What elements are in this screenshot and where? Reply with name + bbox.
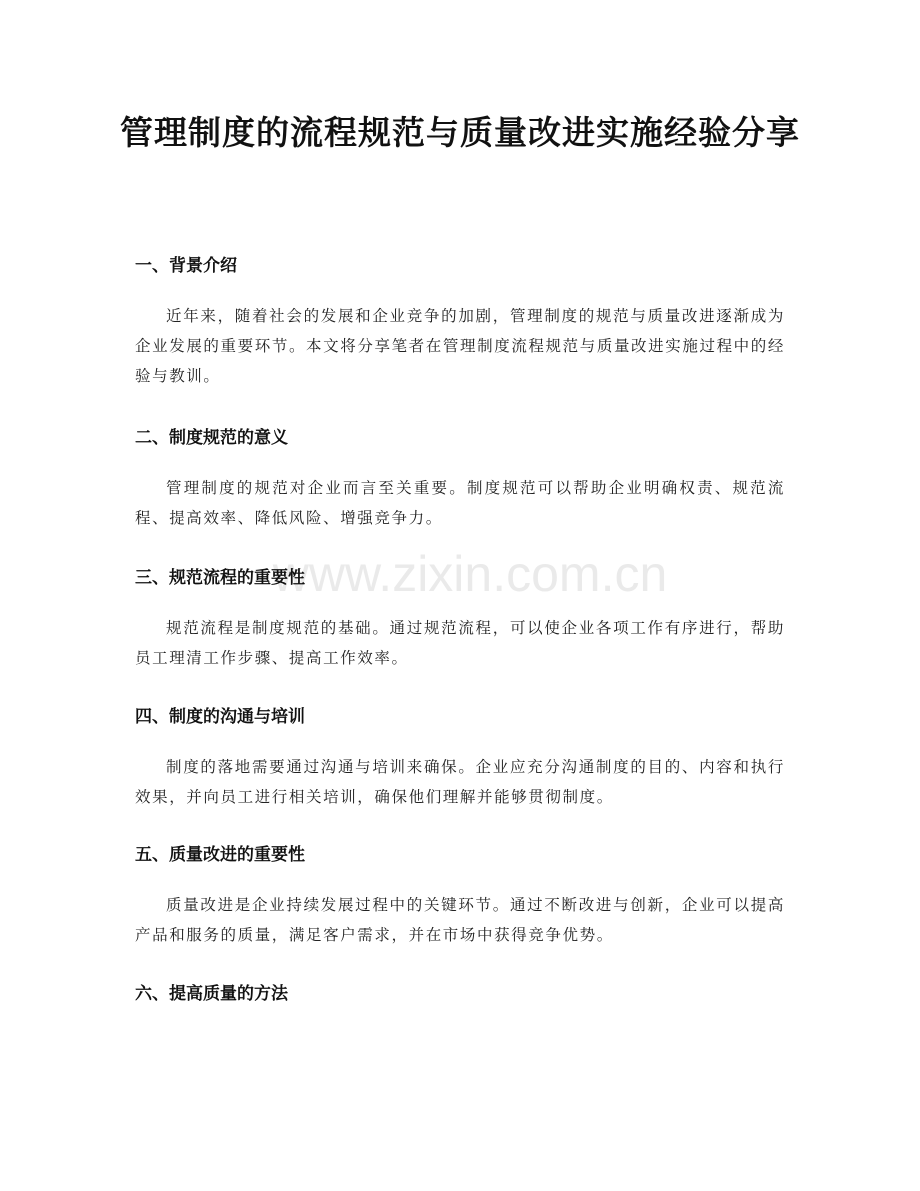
section-quality-methods	[135, 982, 785, 1006]
section-quality-importance	[135, 843, 785, 950]
section-paragraph: 质量改进是企业持续发展过程中的关键环节。通过不断改进与创新，企业可以提高产品和服务的质量，满足客户需求，并在市场中获得竞争优势。	[135, 896, 785, 944]
section-paragraph: 制度的落地需要通过沟通与培训来确保。企业应充分沟通制度的目的、内容和执行效果，并向员工进行相关培训，确保他们理解并能够贯彻制度。	[135, 758, 785, 806]
section-heading: 五、质量改进的重要性	[135, 845, 305, 865]
section-communication-training	[135, 705, 785, 812]
section-paragraph: 管理制度的规范对企业而言至关重要。制度规范可以帮助企业明确权责、规范流程、提高效率、降低风险、增强竞争力。	[135, 479, 785, 527]
section-heading: 六、提高质量的方法	[135, 984, 288, 1004]
section-background	[135, 254, 785, 391]
document-title: 管理制度的流程规范与质量改进实施经验分享	[120, 113, 800, 152]
section-heading: 三、规范流程的重要性	[135, 568, 305, 588]
section-heading: 二、制度规范的意义	[135, 428, 288, 448]
section-paragraph: 近年来，随着社会的发展和企业竞争的加剧，管理制度的规范与质量改进逐渐成为企业发展的重要环节。本文将分享笔者在管理制度流程规范与质量改进实施过程中的经验与教训。	[135, 307, 785, 385]
watermark-text: www.zixin.com.cn	[272, 546, 668, 602]
section-paragraph: 规范流程是制度规范的基础。通过规范流程，可以使企业各项工作有序进行，帮助员工理清工作步骤、提高工作效率。	[135, 619, 785, 667]
section-process-importance	[135, 566, 785, 673]
section-heading: 四、制度的沟通与培训	[135, 707, 305, 727]
section-heading: 一、背景介绍	[135, 256, 237, 276]
section-significance	[135, 426, 785, 533]
